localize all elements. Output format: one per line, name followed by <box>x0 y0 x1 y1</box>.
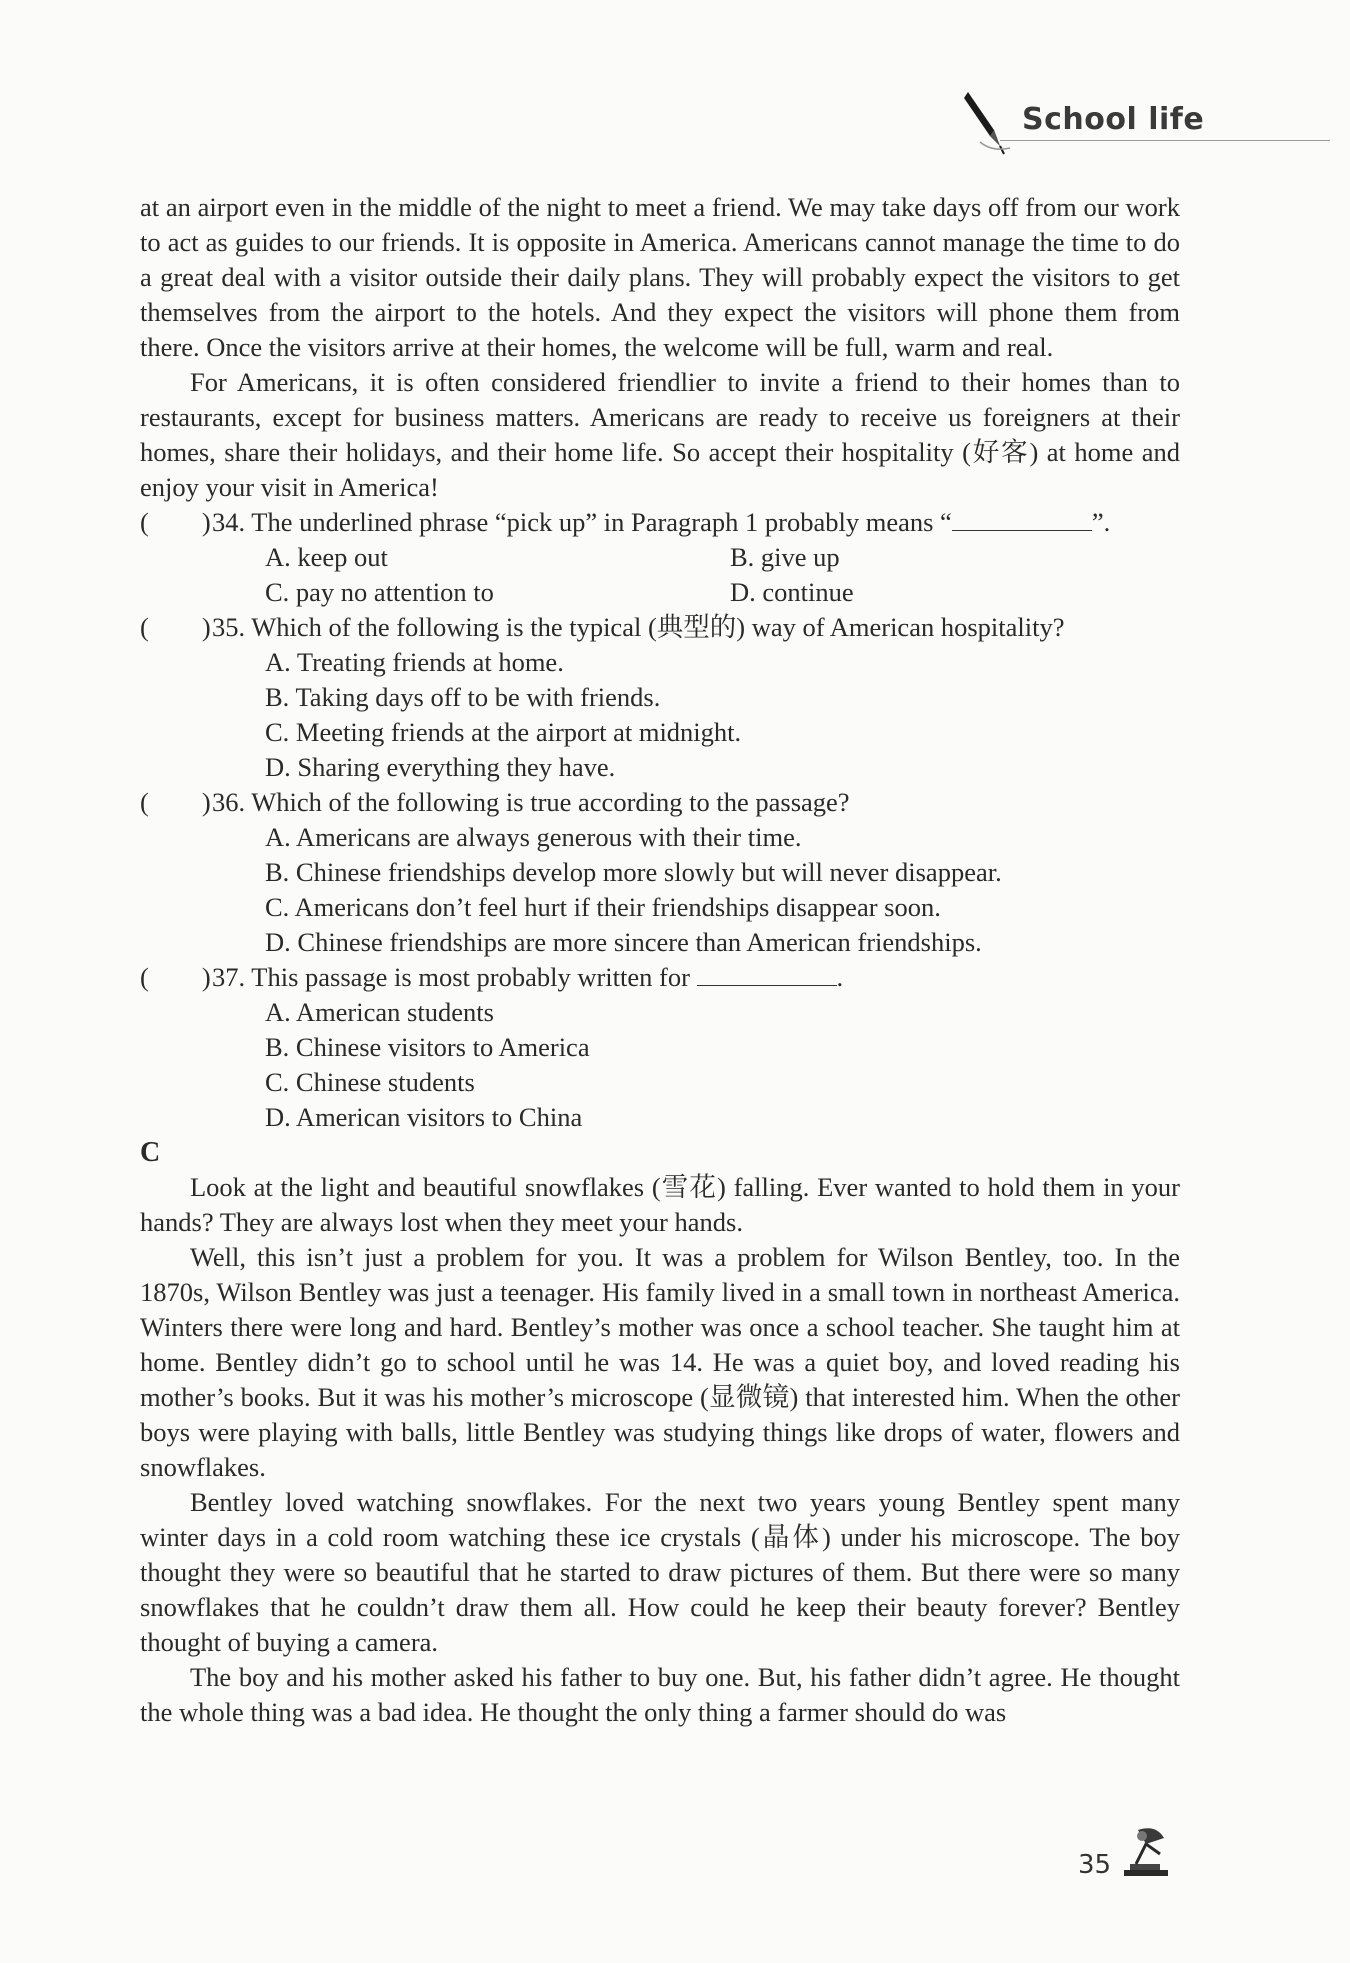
header-divider <box>1000 140 1330 141</box>
option-c[interactable]: C. Americans don’t feel hurt if their friendships disappear soon. <box>265 892 941 922</box>
option-b[interactable]: B. Chinese visitors to America <box>265 1032 590 1062</box>
answer-blank[interactable] <box>952 508 1092 531</box>
option-a[interactable]: A. American students <box>265 997 494 1027</box>
section-heading: C <box>140 1137 161 1168</box>
passage-paragraph: at an airport even in the middle of the night to meet a friend. We may take days off from our work to act as guides to our friends. It is opposite in America. Americans cannot manage the time to do a great deal with a visitor outside their daily plans. They will probably expect the visitors to get themselves from the airport to the hotels. And they expect the visitors will phone them from there. Once the visitors arrive at their homes, the welcome will be full, warm and real. <box>140 192 1180 362</box>
question-35-options <box>265 645 1180 785</box>
passage-paragraph: The boy and his mother asked his father to buy one. But, his father didn’t agree. He thought the whole thing was a bad idea. He thought the only thing a farmer should do was <box>140 1662 1180 1727</box>
question-34: ( ) 34. The underlined phrase “pick up” in Paragraph 1 probably means “ ”. <box>140 505 1180 540</box>
question-text: 36. Which of the following is true according to the passage? <box>212 787 850 817</box>
answer-bracket[interactable]: ( ) <box>140 787 211 817</box>
option-d[interactable]: D. American visitors to China <box>265 1102 583 1132</box>
answer-bracket[interactable]: ( ) <box>140 612 211 642</box>
question-text: 34. The underlined phrase “pick up” in Paragraph 1 probably means “ <box>212 507 952 537</box>
question-37-options <box>265 995 1180 1135</box>
desk-lamp-icon <box>1116 1820 1176 1880</box>
passage-paragraph: Bentley loved watching snowflakes. For the next two years young Bentley spent many winter days in a cold room watching these ice crystals (晶体) under his microscope. The boy thought they were so beautiful that he started to draw pictures of them. But there were so many snowflakes that he couldn’t draw them all. How could he keep their beauty forever? Bentley thought of buying a camera. <box>140 1487 1180 1657</box>
passage-paragraph: Look at the light and beautiful snowflakes (雪花) falling. Ever wanted to hold them in your hands? They are always lost when they meet your hands. <box>140 1172 1180 1237</box>
page-header <box>960 90 1330 160</box>
question-text: 35. Which of the following is the typical (典型的) way of American hospitality? <box>212 612 1065 642</box>
question-34-options <box>265 540 1180 610</box>
option-a[interactable]: A. keep out <box>265 542 388 572</box>
answer-blank[interactable] <box>697 963 837 986</box>
page-number: 35 <box>1078 1850 1112 1880</box>
option-a[interactable]: A. Treating friends at home. <box>265 647 564 677</box>
passage-content <box>140 190 1180 1730</box>
option-d[interactable]: D. Chinese friendships are more sincere than American friendships. <box>265 927 982 957</box>
option-c[interactable]: C. Chinese students <box>265 1067 475 1097</box>
option-c[interactable]: C. pay no attention to <box>265 577 494 607</box>
question-36 <box>140 785 1180 820</box>
question-36-options <box>265 820 1180 960</box>
passage-paragraph: Well, this isn’t just a problem for you. It was a problem for Wilson Bentley, too. In the 1870s, Wilson Bentley was just a teenager. His family lived in a small town in northeast America. Winters there were long and hard. Bentley’s mother was once a school teacher. She taught him at home. Bentley didn’t go to school until he was 14. He was a quiet boy, and loved reading his mother’s books. But it was his mother’s microscope (显微镜) that interested him. When the other boys were playing with balls, little Bentley was studying things like drops of water, flowers and snowflakes. <box>140 1242 1180 1482</box>
option-b[interactable]: B. Chinese friendships develop more slowly but will never disappear. <box>265 857 1002 887</box>
option-b[interactable]: B. give up <box>730 542 840 572</box>
answer-bracket[interactable]: ( ) <box>140 962 211 992</box>
question-37: ( ) 37. This passage is most probably written for . <box>140 960 1180 995</box>
pen-icon <box>960 90 1020 160</box>
option-c[interactable]: C. Meeting friends at the airport at midnight. <box>265 717 742 747</box>
passage-paragraph: For Americans, it is often considered friendlier to invite a friend to their homes than to restaurants, except for business matters. Americans are ready to receive us foreigners at their homes, share their holidays, and their home life. So accept their hospitality (好客) at home and enjoy your visit in America! <box>140 367 1180 502</box>
question-35 <box>140 610 1180 645</box>
option-d[interactable]: D. continue <box>730 577 854 607</box>
option-b[interactable]: B. Taking days off to be with friends. <box>265 682 661 712</box>
option-d[interactable]: D. Sharing everything they have. <box>265 752 616 782</box>
header-title: School life <box>1022 102 1205 137</box>
answer-bracket[interactable]: ( ) <box>140 507 211 537</box>
option-a[interactable]: A. Americans are always generous with their time. <box>265 822 802 852</box>
question-text: 37. This passage is most probably written for <box>212 962 697 992</box>
